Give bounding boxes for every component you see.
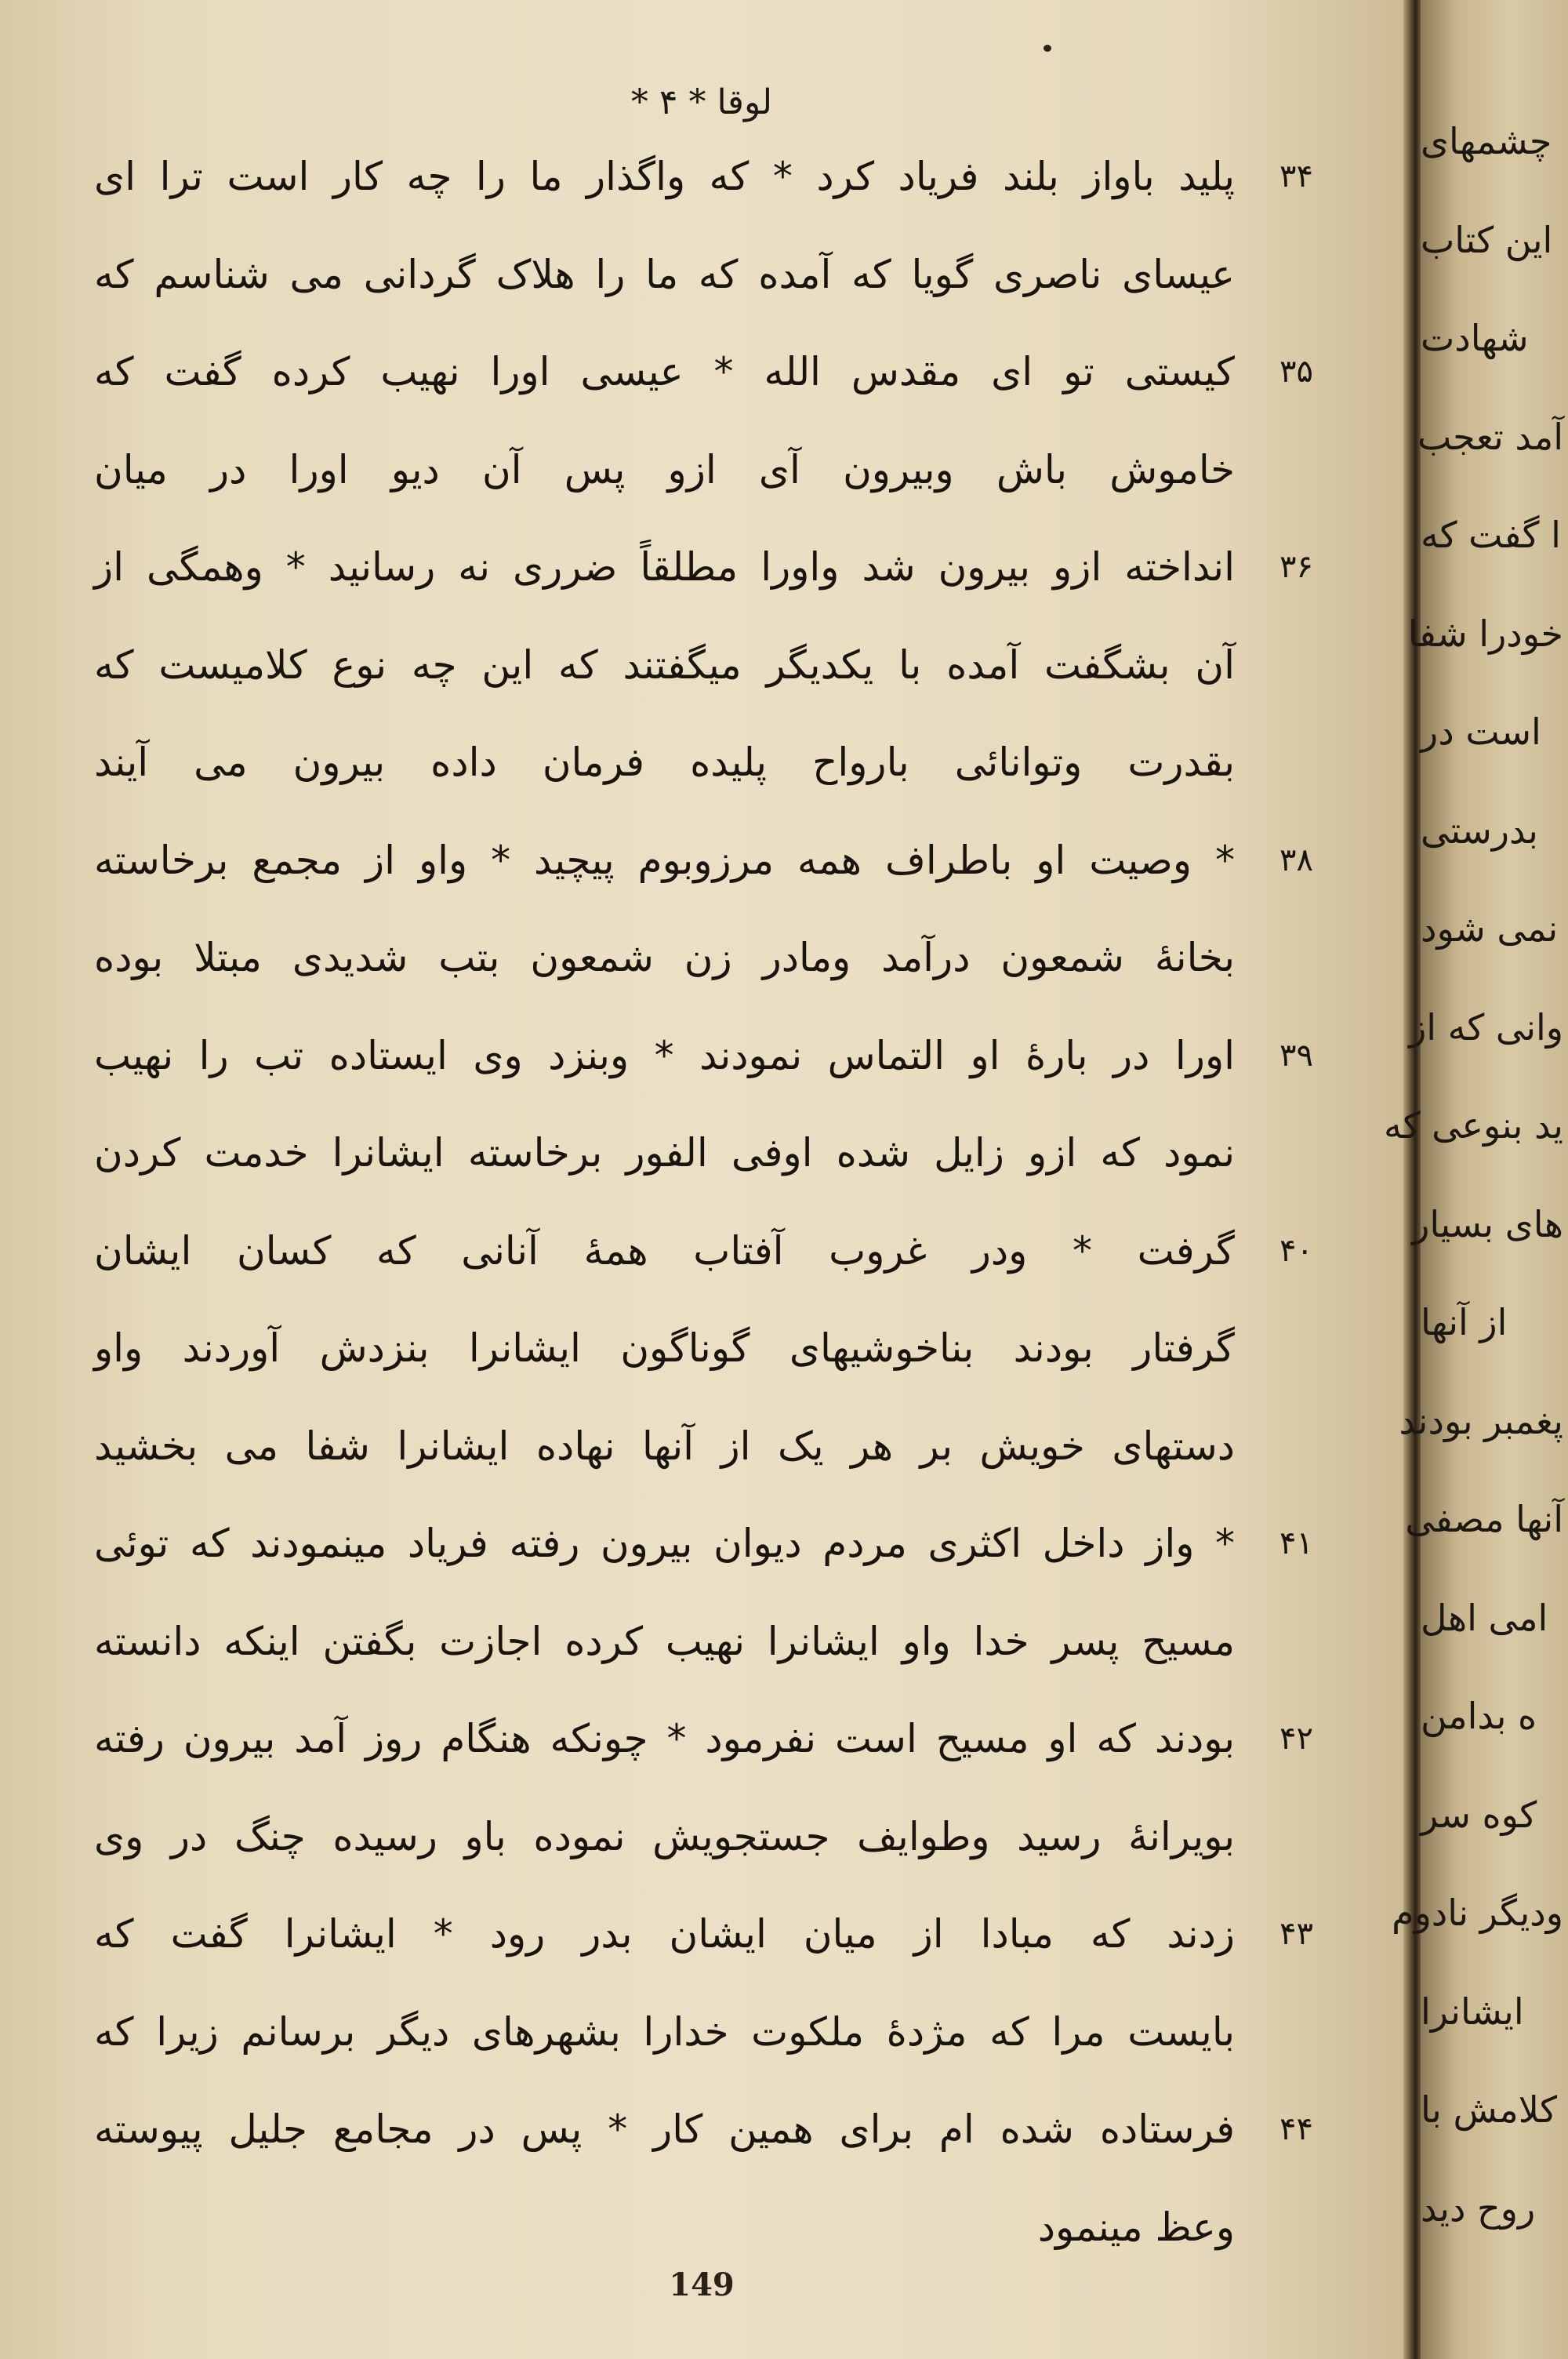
verse-number: ۴۲ [1279,1721,1313,1757]
next-page-text-fragment: کوه سر [1421,1793,1537,1836]
text-line: آن بشگفت آمده با یکدیگر میگفتند که این چه نوع کلامیست که [94,642,1235,688]
page-number: 149 [669,2266,735,2303]
next-page-text-fragment: ا گفت که [1421,514,1561,556]
text-line: بقدرت وتوانائی بارواح پلیده فرمان داده بیرون می آیند [94,740,1235,785]
text-line: بودند که او مسیح است نفرمود * چونکه هنگام روز آمد بیرون رفته [94,1716,1235,1761]
next-page-text-fragment: کلامش با [1421,2088,1558,2131]
next-page-text-fragment: ه بدامن [1421,1695,1537,1737]
text-line: بویرانهٔ رسید وطوایف جستجویش نموده باو رسیده چنگ در وی [94,1813,1235,1859]
verse-number: ۳۹ [1279,1037,1313,1074]
text-line: بخانهٔ شمعون درآمد ومادر زن شمعون بتب شدیدی مبتلا بوده [94,935,1235,980]
verse-number: ۴۰ [1279,1232,1313,1269]
next-page-text-fragment: آنها مصفی [1405,1498,1563,1540]
next-page-text-fragment: آمد تعجب [1417,415,1563,458]
next-page-text-fragment: ودیگر نادوم [1392,1892,1563,1934]
next-page-text-fragment: این کتاب [1421,218,1553,261]
next-page-text-fragment: نمی شود [1421,907,1559,950]
text-line: پلید باواز بلند فریاد کرد * که واگذار ما را چه کار است ترا ای [94,154,1235,199]
next-page-text-fragment: چشمهای [1421,120,1552,162]
verse-number: ۴۴ [1279,2111,1313,2147]
text-line: گرفتار بودند بناخوشیهای گوناگون ایشانرا بنزدش آوردند واو [94,1325,1235,1371]
text-line: * واز داخل اکثری مردم دیوان بیرون رفته فریاد مینمودند که توئی [94,1521,1235,1566]
next-page-text-fragment: ایشانرا [1421,1990,1524,2033]
verse-number: ۴۳ [1279,1916,1313,1952]
next-page-text-fragment: وانی که از [1409,1005,1563,1049]
next-page-text-fragment: روح دید [1421,2186,1536,2230]
text-line: فرستاده شده ام برای همین کار * پس در مجامع جلیل پیوسته [94,2106,1235,2152]
next-page-text-fragment: پغمبر بودند [1399,1399,1563,1442]
verse-number: ۳۶ [1279,549,1313,585]
right-page-edge [1384,0,1568,2359]
text-line: نمود که ازو زایل شده اوفی الفور برخاسته ایشانرا خدمت کردن [94,1130,1235,1176]
next-page-text-fragment: بدرستی [1421,809,1538,852]
next-page-text-fragment: خودرا شفا [1407,612,1563,655]
next-page-text-fragment: شهادت [1421,317,1529,359]
text-line: زدند که مبادا از میان ایشان بدر رود * ایشانرا گفت که [94,1911,1235,1957]
next-page-text-fragment: از آنها [1421,1301,1508,1343]
ink-speck [1044,45,1051,52]
text-line: * وصیت او باطراف همه مرزوبوم پیچید * واو از مجمع برخاسته [94,837,1235,883]
verse-number: ۳۸ [1279,841,1313,878]
text-line: دستهای خویش بر هر یک از آنها نهاده ایشانرا شفا می بخشید [94,1423,1235,1469]
text-line: انداخته ازو بیرون شد واورا مطلقاً ضرری نه رسانید * وهمگی از [94,544,1235,590]
verse-number: ۳۴ [1279,158,1313,194]
text-line: اورا در بارهٔ او التماس نمودند * وبنزد وی ایستاده تب را نهیب [94,1032,1235,1078]
book-gutter [1403,0,1421,2359]
text-line: بایست مرا که مژدهٔ ملکوت خدارا بشهرهای دیگر برسانم زیرا که [94,2008,1235,2055]
verse-number: ۴۱ [1279,1525,1313,1561]
next-page-text-fragment: ید بنوعی که [1384,1104,1563,1147]
text-line: وعظ مینمود [1037,2204,1235,2250]
text-line: عیسای ناصری گویا که آمده که ما را هلاک گردانی می شناسم که [94,251,1235,297]
text-line: مسیح پسر خدا واو ایشانرا نهیب کرده اجازت بگفتن اینکه دانسته [94,1618,1235,1664]
running-head: لوقا * ۴ * [630,82,773,122]
text-line: گرفت * ودر غروب آفتاب همهٔ آنانی که کسان ایشان [94,1227,1235,1274]
text-line: خاموش باش وبیرون آی ازو پس آن دیو اورا در میان [94,446,1235,493]
next-page-text-fragment: های بسیار [1412,1202,1563,1245]
next-page-text-fragment: امی اهل [1421,1596,1548,1639]
next-page-text-fragment: است در [1421,711,1541,753]
verse-number: ۳۵ [1279,354,1313,390]
text-line: کیستی تو ای مقدس الله * عیسی اورا نهیب کرده گفت که [94,349,1235,394]
